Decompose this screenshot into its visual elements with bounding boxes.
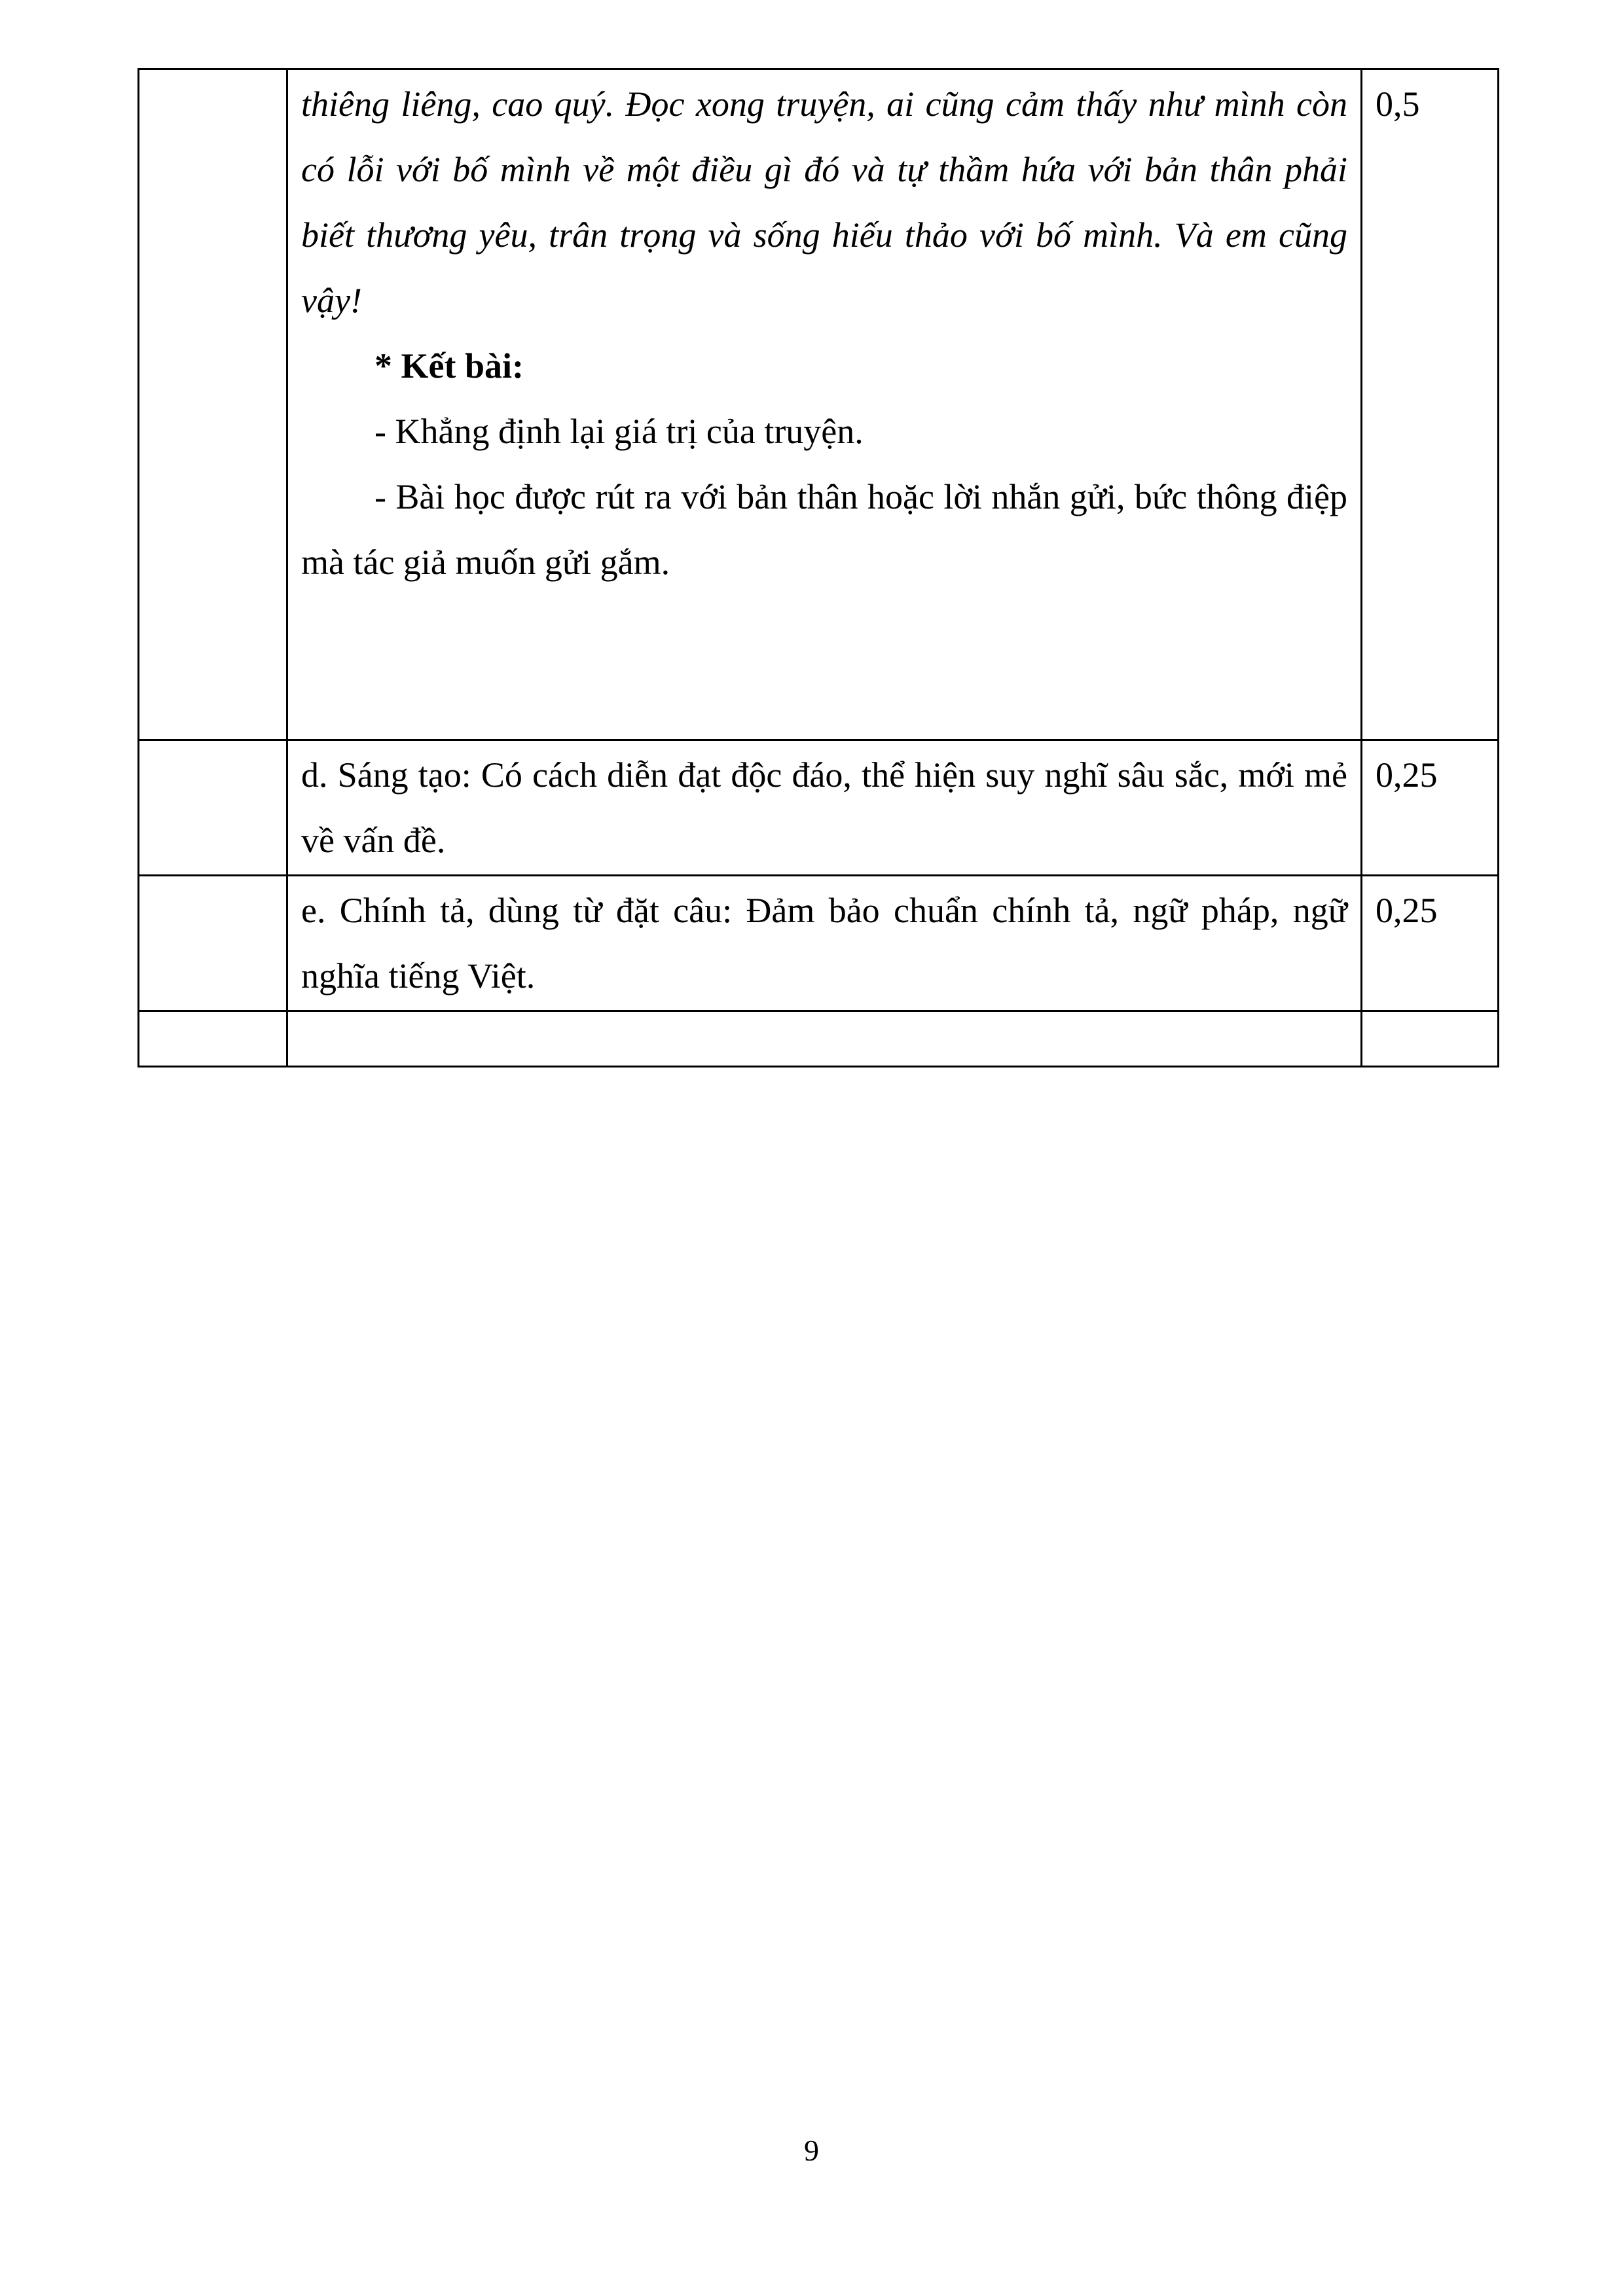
table-row	[139, 740, 1499, 876]
table-row	[139, 69, 1499, 740]
score-cell	[1362, 876, 1499, 1011]
row-body-cell	[287, 876, 1362, 1011]
page-number: 9	[804, 2134, 819, 2167]
row-body-cell	[287, 1011, 1362, 1067]
score-cell	[1362, 1011, 1499, 1067]
row-label-cell	[139, 69, 287, 740]
row-body-cell	[287, 69, 1362, 740]
essay-continuation-paragraph: thiêng liêng, cao quý. Đọc xong truyện, ai cũng cảm thấy như mình còn có lỗi với bố mình về một điều gì đó và tự thầm hứa với bản thân phải biết thương yêu, trân trọng và sống hiếu thảo với bố mình. Và em cũng vậy!	[301, 84, 1347, 320]
score-value: 0,25	[1376, 755, 1438, 795]
score-cell	[1362, 740, 1499, 876]
score-value: 0,25	[1376, 891, 1438, 930]
row-label-cell	[139, 1011, 287, 1067]
criterion-e-text: e. Chính tả, dùng từ đặt câu: Đảm bảo chuẩn chính tả, ngữ pháp, ngữ nghĩa tiếng Việt.	[301, 891, 1347, 996]
score-cell	[1362, 69, 1499, 740]
score-value: 0,5	[1376, 84, 1420, 124]
conclusion-heading: * Kết bài:	[374, 346, 524, 386]
conclusion-bullet-1: - Khẳng định lại giá trị của truyện.	[374, 412, 864, 451]
grading-rubric-table	[137, 68, 1499, 1067]
criterion-d-text: d. Sáng tạo: Có cách diễn đạt độc đáo, thể hiện suy nghĩ sâu sắc, mới mẻ về vấn đề.	[301, 755, 1347, 860]
table-row	[139, 876, 1499, 1011]
row-label-cell	[139, 876, 287, 1011]
row-label-cell	[139, 740, 287, 876]
conclusion-bullet-2: - Bài học được rút ra với bản thân hoặc lời nhắn gửi, bức thông điệp mà tác giả muốn gửi gắm.	[301, 477, 1347, 582]
table-row-empty	[139, 1011, 1499, 1067]
row-body-cell	[287, 740, 1362, 876]
